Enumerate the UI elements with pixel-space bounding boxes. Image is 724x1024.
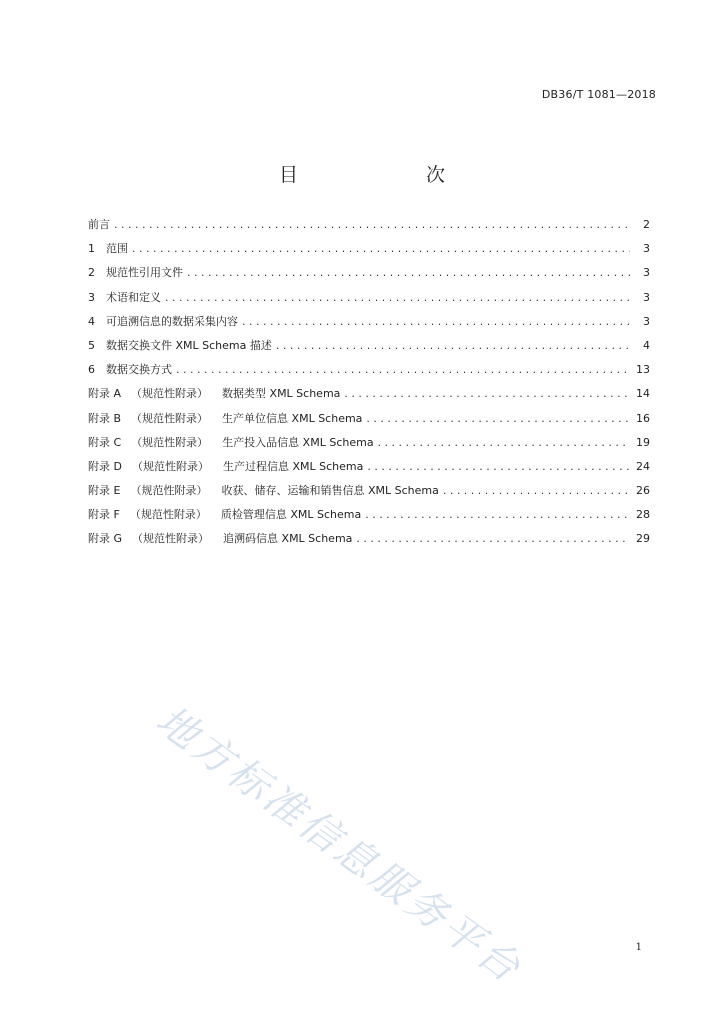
toc-leader-dots <box>378 436 630 449</box>
toc-leader-dots <box>365 508 630 521</box>
toc-appendix-tag: （规范性附录） <box>131 411 209 425</box>
toc-entry-number: 5 <box>88 338 95 352</box>
toc-entry-page: 28 <box>636 508 650 522</box>
toc-entry-4[interactable] <box>88 313 650 337</box>
toc-entry-label: 生产单位信息 XML Schema <box>222 411 363 425</box>
toc-appendix-tag: （规范性附录） <box>130 484 208 498</box>
toc-entry-1[interactable] <box>88 240 650 264</box>
toc-appendix-tag: （规范性附录） <box>131 459 209 473</box>
toc-entry-label: 术语和定义 <box>106 290 161 304</box>
toc-appendix-prefix: 附录 C <box>88 435 122 449</box>
toc-appendix-tag: （规范性附录） <box>129 508 207 522</box>
toc-appendix-prefix: 附录 A <box>88 387 122 401</box>
toc-entry-label: 可追溯信息的数据采集内容 <box>106 314 238 328</box>
toc-leader-dots <box>367 460 630 473</box>
toc-leader-dots <box>176 363 630 376</box>
toc-entry-page: 3 <box>643 314 650 328</box>
toc-appendix-prefix: 附录 E <box>88 484 121 498</box>
toc-entry-label: 追溯码信息 XML Schema <box>223 532 353 546</box>
toc-appendix-tag: （规范性附录） <box>132 532 210 546</box>
toc-entry-6[interactable] <box>88 361 650 385</box>
toc-appendix-prefix: 附录 G <box>88 532 123 546</box>
page-number: 1 <box>635 942 642 953</box>
toc-leader-dots <box>443 484 630 497</box>
toc-appendix-prefix: 附录 F <box>88 508 120 522</box>
toc-appendix-e[interactable] <box>88 482 650 506</box>
toc-entry-page: 16 <box>636 411 650 425</box>
toc-leader-dots <box>366 412 630 425</box>
toc-entry-label: 收获、储存、运输和销售信息 XML Schema <box>221 484 439 498</box>
toc-leader-dots <box>187 266 630 279</box>
toc-entry-number: 1 <box>88 242 95 256</box>
toc-entry-number: 3 <box>88 290 95 304</box>
toc-entry-page: 2 <box>643 218 650 231</box>
toc-entry-2[interactable] <box>88 264 650 288</box>
toc-entry-label: 前言 <box>88 218 110 231</box>
toc-appendix-tag: （规范性附录） <box>131 387 209 401</box>
toc-entry-label: 数据交换方式 <box>106 363 172 377</box>
toc-appendix-tag: （规范性附录） <box>131 435 209 449</box>
toc-entry-page: 3 <box>643 242 650 256</box>
toc-entry-label: 质检管理信息 XML Schema <box>220 508 362 522</box>
toc-entry-page: 29 <box>636 532 650 546</box>
toc-entry-page: 14 <box>636 387 650 401</box>
toc-appendix-prefix: 附录 D <box>88 459 122 473</box>
toc-entry-number: 2 <box>88 266 95 280</box>
toc-entry-page: 3 <box>643 290 650 304</box>
toc-entry-page: 26 <box>636 484 650 498</box>
toc-appendix-f[interactable] <box>88 506 650 530</box>
toc-entry-label: 数据交换文件 XML Schema 描述 <box>106 338 272 352</box>
toc-appendix-g[interactable] <box>88 530 650 554</box>
toc-appendix-prefix: 附录 B <box>88 411 122 425</box>
toc-leader-dots <box>114 218 630 231</box>
toc-entry-5[interactable] <box>88 337 650 361</box>
toc-entry-page: 13 <box>636 363 650 377</box>
toc-entry-foreword[interactable] <box>88 216 650 240</box>
toc-entry-label: 数据类型 XML Schema <box>222 387 341 401</box>
toc-entry-3[interactable] <box>88 289 650 313</box>
toc-leader-dots <box>165 291 630 304</box>
page-title: 目 次 <box>278 164 475 186</box>
toc-entry-number: 4 <box>88 314 95 328</box>
toc-appendix-d[interactable] <box>88 458 650 482</box>
toc-entry-label: 范围 <box>106 242 128 256</box>
document-code: DB36/T 1081—2018 <box>541 88 656 101</box>
toc-entry-page: 3 <box>643 266 650 280</box>
toc-leader-dots <box>132 242 630 255</box>
toc-entry-label: 生产投入品信息 XML Schema <box>222 435 374 449</box>
watermark: 地方标准信息服务平台 <box>147 697 531 994</box>
toc-leader-dots <box>344 387 630 400</box>
toc-appendix-c[interactable] <box>88 434 650 458</box>
toc-entry-page: 19 <box>636 435 650 449</box>
toc-leader-dots <box>276 339 630 352</box>
toc-appendix-a[interactable] <box>88 385 650 409</box>
toc-entry-label: 生产过程信息 XML Schema <box>222 459 364 473</box>
table-of-contents <box>88 216 650 555</box>
toc-entry-label: 规范性引用文件 <box>106 266 183 280</box>
toc-entry-page: 24 <box>636 459 650 473</box>
toc-appendix-b[interactable] <box>88 410 650 434</box>
toc-entry-page: 4 <box>643 338 650 352</box>
toc-entry-number: 6 <box>88 363 95 377</box>
toc-leader-dots <box>242 315 630 328</box>
toc-leader-dots <box>356 532 630 545</box>
